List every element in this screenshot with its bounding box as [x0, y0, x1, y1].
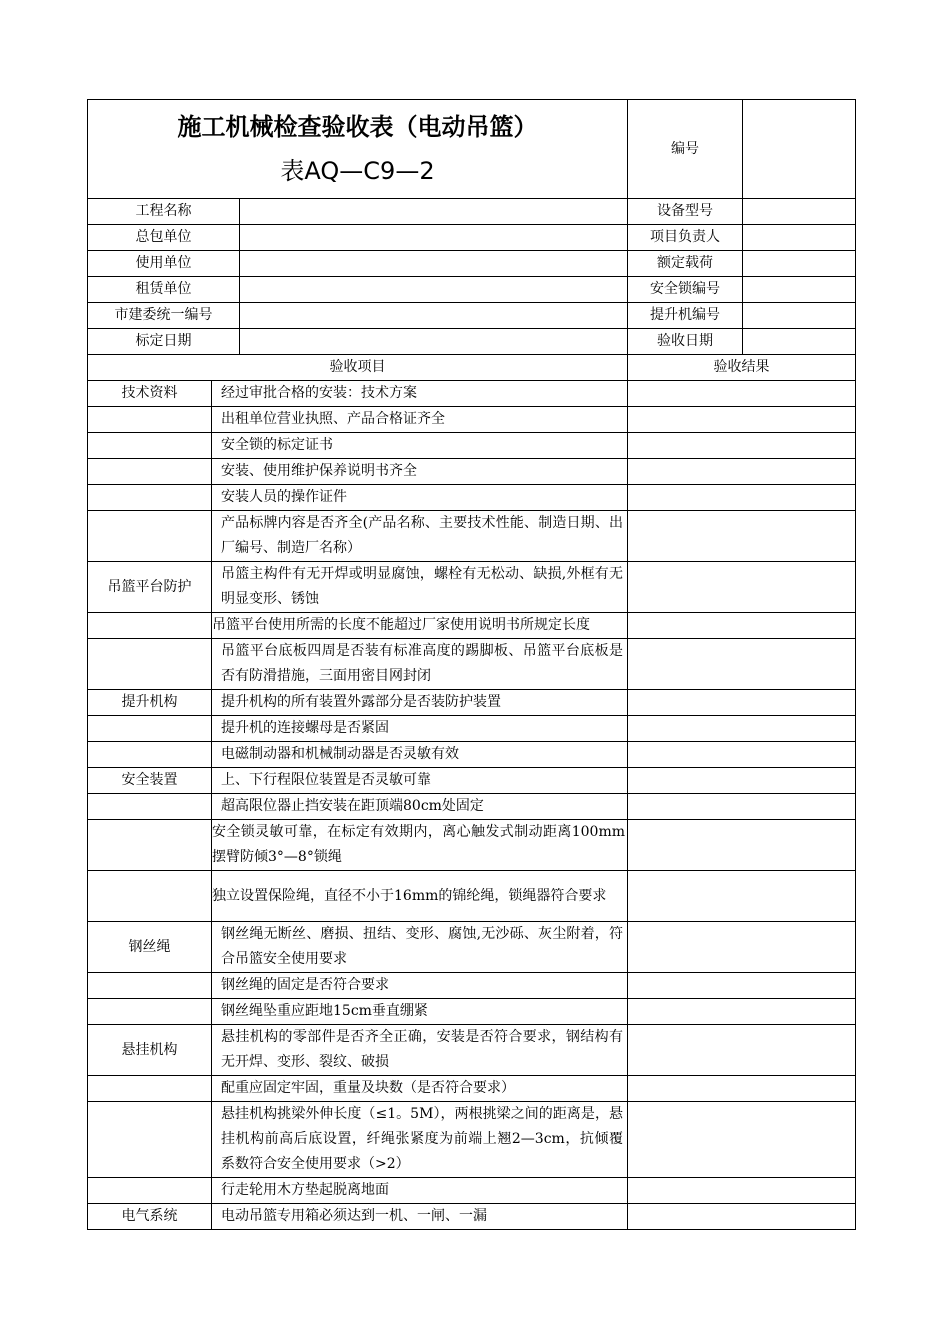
- result-cell[interactable]: [628, 716, 856, 742]
- check-item: 出租单位营业执照、产品合格证齐全: [212, 407, 628, 433]
- check-item: 钢丝绳无断丝、磨损、扭结、变形、腐蚀,无沙砾、灰尘附着，符合吊篮安全使用要求: [212, 922, 628, 973]
- category-safety: 安全装置: [88, 768, 212, 794]
- info-value[interactable]: [743, 251, 856, 277]
- category-cell: [88, 742, 212, 768]
- result-cell[interactable]: [628, 433, 856, 459]
- category-rope: 钢丝绳: [88, 922, 212, 973]
- info-value[interactable]: [743, 199, 856, 225]
- check-item: 钢丝绳坠重应距地15cm垂直绷紧: [212, 999, 628, 1025]
- category-cell: [88, 511, 212, 562]
- category-cell: [88, 1178, 212, 1204]
- category-cell: [88, 485, 212, 511]
- category-cell: [88, 613, 212, 639]
- info-label: 设备型号: [628, 199, 743, 225]
- check-item: 安全锁的标定证书: [212, 433, 628, 459]
- check-item: 安装、使用维护保养说明书齐全: [212, 459, 628, 485]
- result-cell[interactable]: [628, 381, 856, 407]
- check-item: 吊篮平台使用所需的长度不能超过厂家使用说明书所规定长度: [212, 613, 628, 639]
- category-cell: [88, 1102, 212, 1178]
- check-item: 钢丝绳的固定是否符合要求: [212, 973, 628, 999]
- info-label: 项目负责人: [628, 225, 743, 251]
- result-cell[interactable]: [628, 1204, 856, 1230]
- result-cell[interactable]: [628, 562, 856, 613]
- category-cell: [88, 716, 212, 742]
- info-label: 总包单位: [88, 225, 240, 251]
- info-label: 使用单位: [88, 251, 240, 277]
- category-platform: 吊篮平台防护: [88, 562, 212, 613]
- info-value[interactable]: [743, 329, 856, 355]
- check-item: 独立设置保险绳，直径不小于16mm的锦纶绳，锁绳器符合要求: [212, 871, 628, 922]
- result-cell[interactable]: [628, 613, 856, 639]
- result-cell[interactable]: [628, 459, 856, 485]
- title-cell: [88, 100, 628, 199]
- number-value[interactable]: [743, 100, 856, 199]
- category-cell: [88, 433, 212, 459]
- category-cell: [88, 459, 212, 485]
- check-item: 上、下行程限位装置是否灵敏可靠: [212, 768, 628, 794]
- result-cell[interactable]: [628, 820, 856, 871]
- category-suspension: 悬挂机构: [88, 1025, 212, 1076]
- result-cell[interactable]: [628, 1178, 856, 1204]
- check-item: 行走轮用木方垫起脱离地面: [212, 1178, 628, 1204]
- info-value[interactable]: [240, 329, 628, 355]
- category-electric: 电气系统: [88, 1204, 212, 1230]
- items-header: 验收项目: [88, 355, 628, 381]
- result-cell[interactable]: [628, 742, 856, 768]
- check-item: 悬挂机构的零部件是否齐全正确，安装是否符合要求，钢结构有无开焊、变形、裂纹、破损: [212, 1025, 628, 1076]
- check-item: 安装人员的操作证件: [212, 485, 628, 511]
- result-cell[interactable]: [628, 407, 856, 433]
- category-lift: 提升机构: [88, 690, 212, 716]
- result-cell[interactable]: [628, 794, 856, 820]
- info-value[interactable]: [240, 225, 628, 251]
- check-item: 产品标牌内容是否齐全(产品名称、主要技术性能、制造日期、出厂编号、制造厂名称）: [212, 511, 628, 562]
- category-cell: [88, 639, 212, 690]
- info-label: 额定载荷: [628, 251, 743, 277]
- info-label: 标定日期: [88, 329, 240, 355]
- category-cell: [88, 871, 212, 922]
- category-cell: [88, 407, 212, 433]
- info-value[interactable]: [240, 277, 628, 303]
- info-value[interactable]: [240, 303, 628, 329]
- result-cell[interactable]: [628, 871, 856, 922]
- check-item: 配重应固定牢固，重量及块数（是否符合要求）: [212, 1076, 628, 1102]
- check-item: 电动吊篮专用箱必须达到一机、一闸、一漏: [212, 1204, 628, 1230]
- result-cell[interactable]: [628, 690, 856, 716]
- check-item: 超高限位器止挡安装在距顶端80cm处固定: [212, 794, 628, 820]
- result-cell[interactable]: [628, 1102, 856, 1178]
- check-item: 吊篮主构件有无开焊或明显腐蚀，螺栓有无松动、缺损,外框有无明显变形、锈蚀: [212, 562, 628, 613]
- category-cell: [88, 999, 212, 1025]
- inspection-form: [87, 99, 855, 1230]
- result-cell[interactable]: [628, 768, 856, 794]
- info-value[interactable]: [240, 199, 628, 225]
- info-label: 验收日期: [628, 329, 743, 355]
- check-item: 电磁制动器和机械制动器是否灵敏有效: [212, 742, 628, 768]
- check-item: 吊篮平台底板四周是否装有标准高度的踢脚板、吊篮平台底板是否有防滑措施，三面用密目网封闭: [212, 639, 628, 690]
- result-cell[interactable]: [628, 973, 856, 999]
- form-table: [87, 99, 856, 1230]
- info-label: 市建委统一编号: [88, 303, 240, 329]
- category-cell: [88, 1076, 212, 1102]
- check-item: 经过审批合格的安装：技术方案: [212, 381, 628, 407]
- result-cell[interactable]: [628, 485, 856, 511]
- check-item: 提升机构的所有装置外露部分是否装防护装置: [212, 690, 628, 716]
- result-cell[interactable]: [628, 1076, 856, 1102]
- info-label: 提升机编号: [628, 303, 743, 329]
- result-cell[interactable]: [628, 922, 856, 973]
- info-label: 租赁单位: [88, 277, 240, 303]
- result-cell[interactable]: [628, 999, 856, 1025]
- category-cell: [88, 794, 212, 820]
- result-header: 验收结果: [628, 355, 856, 381]
- category-cell: [88, 820, 212, 871]
- category-cell: [88, 973, 212, 999]
- info-value[interactable]: [743, 225, 856, 251]
- result-cell[interactable]: [628, 511, 856, 562]
- form-title: 施工机械检查验收表（电动吊篮）: [177, 113, 538, 141]
- info-value[interactable]: [240, 251, 628, 277]
- info-value[interactable]: [743, 277, 856, 303]
- info-value[interactable]: [743, 303, 856, 329]
- result-cell[interactable]: [628, 639, 856, 690]
- number-label: 编号: [628, 100, 743, 199]
- form-code: 表AQ—C9—2: [280, 157, 435, 185]
- check-item: 安全锁灵敏可靠，在标定有效期内，离心触发式制动距离100mm摆臂防倾3°—8°锁绳: [212, 820, 628, 871]
- info-label: 工程名称: [88, 199, 240, 225]
- result-cell[interactable]: [628, 1025, 856, 1076]
- check-item: 提升机的连接螺母是否紧固: [212, 716, 628, 742]
- info-label: 安全锁编号: [628, 277, 743, 303]
- category-tech: 技术资料: [88, 381, 212, 407]
- check-item: 悬挂机构挑梁外伸长度（≤1。5M），两根挑梁之间的距离是，悬挂机构前高后底设置，纤绳张紧度为前端上翘2—3cm，抗倾覆系数符合安全使用要求（>2）: [212, 1102, 628, 1178]
